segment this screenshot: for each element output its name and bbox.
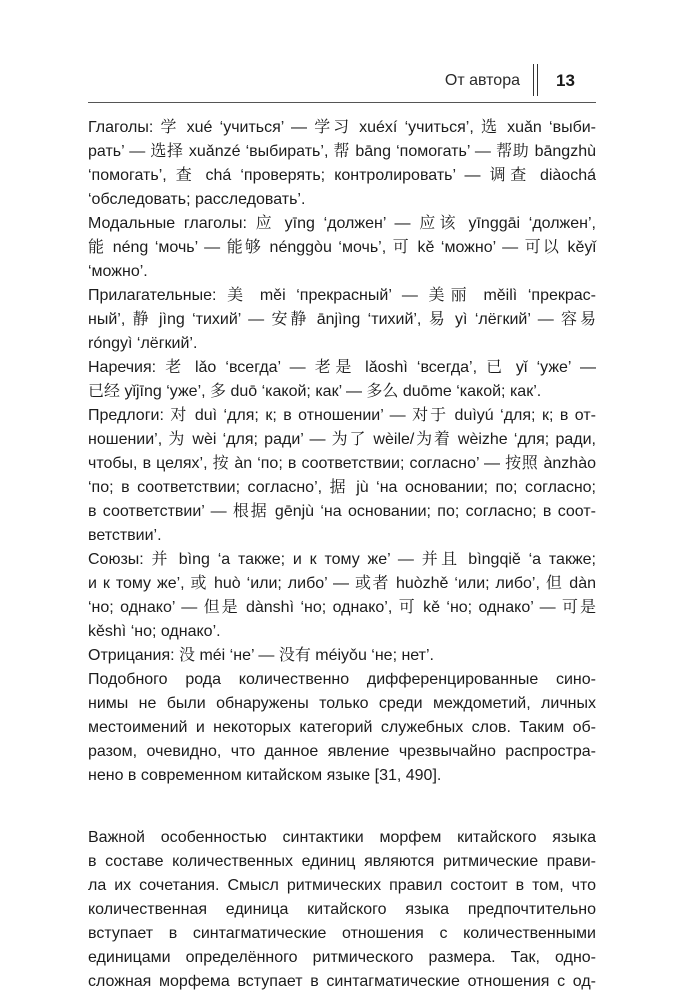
page-body xyxy=(88,116,596,994)
text-line: вступает в синтагматические отношения с количественными xyxy=(88,925,596,942)
paragraph xyxy=(88,356,596,404)
paragraph xyxy=(88,284,596,356)
paragraph xyxy=(88,212,596,284)
text-line: Предлоги: 对 duì ‘для; к; в отношении’ — 对于 duìyú ‘для; к; в от- xyxy=(88,407,596,424)
text-line: 已经 yǐjīng ‘уже’, 多 duō ‘какой; как’ — 多么 duōme ‘какой; как’. xyxy=(88,383,542,400)
text-line: Модальные глаголы: 应 yīng ‘должен’ — 应该 yīnggāi ‘должен’, xyxy=(88,215,596,232)
text-line: róngyì ‘лёгкий’. xyxy=(88,335,198,352)
text-line: Подобного рода количественно дифференцированные сино- xyxy=(88,671,596,688)
text-line: и к тому же’, 或 huò ‘или; либо’ — 或者 huòzhě ‘или; либо’, 但 dàn xyxy=(88,575,596,592)
text-line: количественная единица китайского языка предпочтительно xyxy=(88,901,596,918)
paragraph xyxy=(88,404,596,548)
paragraph xyxy=(88,116,596,212)
text-line: в составе количественных единиц являются ритмические прави- xyxy=(88,853,596,870)
running-header xyxy=(0,0,682,110)
text-line: Наречия: 老 lǎo ‘всегда’ — 老是 lǎoshì ‘всегда’, 已 yǐ ‘уже’ — xyxy=(88,359,596,376)
text-line: ветствии’. xyxy=(88,527,162,544)
text-line: ‘обследовать; расследовать’. xyxy=(88,191,306,208)
paragraph xyxy=(88,668,596,788)
text-line: разом, очевидно, что данное явление чрезвычайно распростра- xyxy=(88,743,596,760)
text-line: рать’ — 选择 xuǎnzé ‘выбирать’, 帮 bāng ‘помогать’ — 帮助 bāngzhù xyxy=(88,143,596,160)
text-line: Отрицания: 没 méi ‘не’ — 没有 méiyǒu ‘не; нет’. xyxy=(88,647,434,664)
text-line: нено в современном китайском языке [31, 490]. xyxy=(88,767,442,784)
text-line: ла их сочетания. Смысл ритмических правил состоит в том, что xyxy=(88,877,596,894)
text-line: Важной особенностью синтактики морфем китайского языка xyxy=(88,829,596,846)
text-line: ‘помогать’, 查 chá ‘проверять; контролировать’ — 调查 diàochá xyxy=(88,167,596,184)
text-line: ‘но; однако’ — 但是 dànshì ‘но; однако’, 可 kě ‘но; однако’ — 可是 xyxy=(88,599,596,616)
text-line: Глаголы: 学 xué ‘учиться’ — 学习 xuéxí ‘учиться’, 选 xuǎn ‘выби- xyxy=(88,119,596,136)
text-line: kěshì ‘но; однако’. xyxy=(88,623,221,640)
header-rule-line xyxy=(88,102,596,103)
header-divider xyxy=(533,64,538,96)
text-line: в соответствии’ — 根据 gēnjù ‘на основании; по; согласно; в соот- xyxy=(88,503,596,520)
text-line: ношении’, 为 wèi ‘для; ради’ — 为了 wèile/为着 wèizhe ‘для; ради, xyxy=(88,431,596,448)
paragraph-gap xyxy=(88,788,596,826)
text-line: чтобы, в целях’, 按 àn ‘по; в соответствии; согласно’ — 按照 ànzhào xyxy=(88,455,596,472)
page-number: 13 xyxy=(556,71,575,90)
section-title: От автора xyxy=(444,72,520,89)
text-line: 能 néng ‘мочь’ — 能够 nénggòu ‘мочь’, 可 kě ‘можно’ — 可以 kěyǐ xyxy=(88,239,596,256)
paragraph xyxy=(88,644,596,668)
text-line: Союзы: 并 bìng ‘а также; и к тому же’ — 并且 bìngqiě ‘а также; xyxy=(88,551,596,568)
text-line: сложная морфема вступает в синтагматические отношения с од- xyxy=(88,973,596,990)
text-line: местоимений и некоторых категорий служебных слов. Таким об- xyxy=(88,719,596,736)
paragraph xyxy=(88,548,596,644)
text-line: нимы не были обнаружены только среди междометий, личных xyxy=(88,695,596,712)
text-line: ‘можно’. xyxy=(88,263,148,280)
text-line: Прилагательные: 美 měi ‘прекрасный’ — 美丽 měilì ‘прекрас- xyxy=(88,287,596,304)
text-line: единицами определённого ритмического размера. Так, одно- xyxy=(88,949,596,966)
paragraph xyxy=(88,826,596,994)
text-line: ный’, 静 jìng ‘тихий’ — 安静 ānjìng ‘тихий’, 易 yì ‘лёгкий’ — 容易 xyxy=(88,311,596,328)
text-line: ‘по; в соответствии; согласно’, 据 jù ‘на основании; по; согласно; xyxy=(88,479,596,496)
